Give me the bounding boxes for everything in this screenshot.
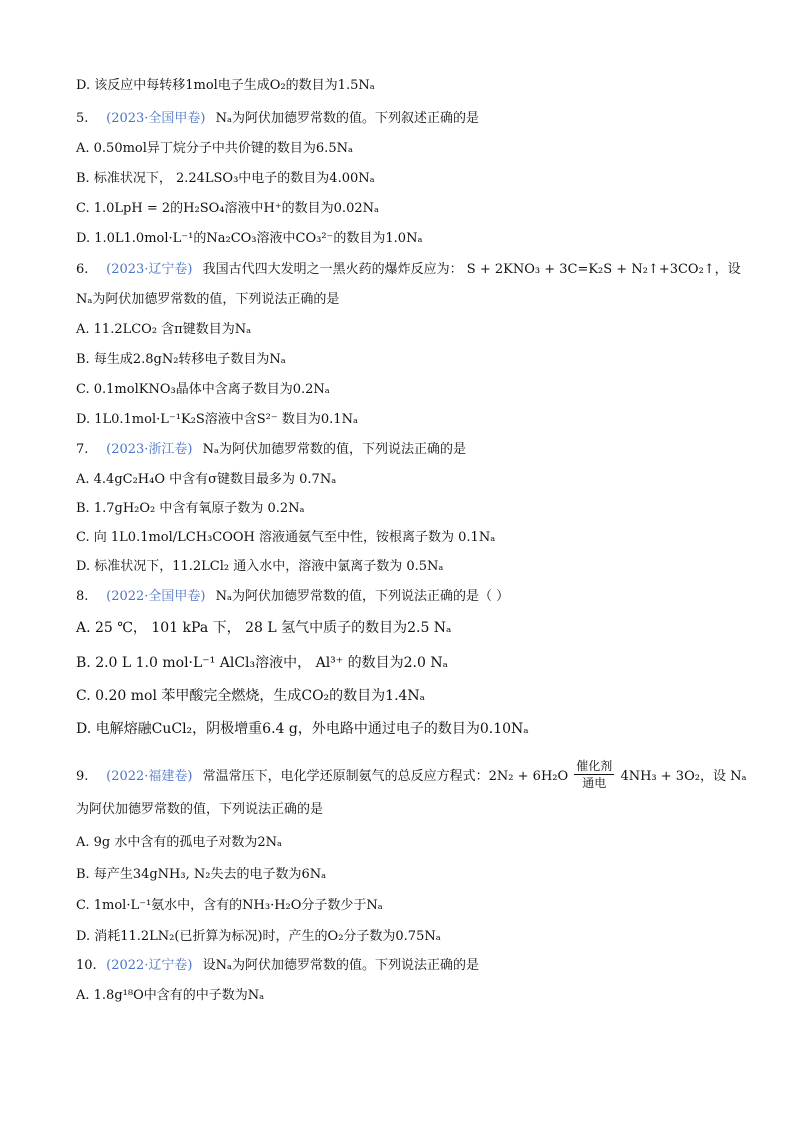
q10-option-a: A. 1.8g¹⁸O中含有的中子数为Nₐ bbox=[76, 988, 265, 1003]
q5-option-a: A. 0.50mol异丁烷分子中共价键的数目为6.5Nₐ bbox=[76, 141, 353, 156]
question-text: 我国古代四大发明之一黑火药的爆炸反应为： S + 2KNO₃ + 3C=K₂S + N₂↑+3CO₂↑，设 bbox=[202, 262, 741, 277]
q9-option-b: B. 每产生34gNH₃, N₂失去的电子数为6Nₐ bbox=[76, 867, 327, 882]
q7-option-d: D. 标准状况下，11.2LCl₂ 通入水中，溶液中氯离子数为 0.5Nₐ bbox=[76, 559, 444, 574]
question-5 bbox=[76, 110, 479, 128]
question-number: 8. bbox=[76, 589, 89, 604]
q9-option-c: C. 1mol·L⁻¹氨水中，含有的NH₃·H₂O分子数少于Nₐ bbox=[76, 898, 383, 913]
question-text: Nₐ为阿伏加德罗常数的值，下列说法正确的是 bbox=[202, 442, 467, 457]
question-6 bbox=[76, 261, 741, 279]
question-9 bbox=[76, 760, 746, 793]
question-source: (2022·辽宁卷) bbox=[106, 958, 193, 973]
question-text: Nₐ为阿伏加德罗常数的值，下列说法正确的是（ ） bbox=[215, 589, 510, 604]
question-7 bbox=[76, 441, 466, 459]
q4-option-d: D. 该反应中每转移1mol电子生成O₂的数目为1.5Nₐ bbox=[76, 78, 375, 93]
q6-option-b: B. 每生成2.8gN₂转移电子数目为Nₐ bbox=[76, 352, 286, 367]
q9-option-a: A. 9g 水中含有的孤电子对数为2Nₐ bbox=[76, 835, 283, 850]
q7-option-c: C. 向 1L0.1mol/LCH₃COOH 溶液通氨气至中性，铵根离子数为 0.1Nₐ bbox=[76, 530, 496, 545]
question-6-continued: Nₐ为阿伏加德罗常数的值，下列说法正确的是 bbox=[76, 292, 340, 307]
question-text: Nₐ为阿伏加德罗常数的值。下列叙述正确的是 bbox=[215, 111, 480, 126]
question-number: 6. bbox=[76, 262, 89, 277]
question-text-before: 常温常压下，电化学还原制氨气的总反应方程式：2N₂ + 6H₂O bbox=[202, 769, 569, 784]
q8-option-b: B. 2.0 L 1.0 mol·L⁻¹ AlCl₃溶液中， Al³⁺ 的数目为2.0 Nₐ bbox=[76, 655, 448, 671]
question-number: 10. bbox=[76, 958, 97, 973]
q6-option-c: C. 0.1molKNO₃晶体中含离子数目为0.2Nₐ bbox=[76, 382, 330, 397]
question-source: (2023·全国甲卷) bbox=[106, 111, 206, 126]
reaction-condition bbox=[574, 758, 614, 791]
q6-option-d: D. 1L0.1mol·L⁻¹K₂S溶液中含S²⁻ 数目为0.1Nₐ bbox=[76, 412, 358, 427]
q7-option-b: B. 1.7gH₂O₂ 中含有氧原子数为 0.2Nₐ bbox=[76, 501, 305, 516]
question-text-after: 4NH₃ + 3O₂，设 Nₐ bbox=[620, 769, 747, 784]
q8-option-c: C. 0.20 mol 苯甲酸完全燃烧，生成CO₂的数目为1.4Nₐ bbox=[76, 688, 426, 704]
question-text: 设Nₐ为阿伏加德罗常数的值。下列说法正确的是 bbox=[202, 958, 480, 973]
question-source: (2022·福建卷) bbox=[106, 769, 193, 784]
q5-option-c: C. 1.0LpH = 2的H₂SO₄溶液中H⁺的数目为0.02Nₐ bbox=[76, 201, 379, 216]
question-source: (2022·全国甲卷) bbox=[106, 589, 206, 604]
question-number: 9. bbox=[76, 769, 89, 784]
q6-option-a: A. 11.2LCO₂ 含π键数目为Nₐ bbox=[76, 322, 252, 337]
q8-option-d: D. 电解熔融CuCl₂，阴极增重6.4 g，外电路中通过电子的数目为0.10Nₐ bbox=[76, 721, 529, 737]
question-number: 5. bbox=[76, 111, 89, 126]
question-9-continued: 为阿伏加德罗常数的值，下列说法正确的是 bbox=[76, 802, 324, 817]
q8-option-a: A. 25 ℃， 101 kPa 下， 28 L 氢气中质子的数目为2.5 Nₐ bbox=[76, 620, 452, 636]
question-10 bbox=[76, 957, 479, 975]
q9-option-d: D. 消耗11.2LN₂(已折算为标况)时，产生的O₂分子数为0.75Nₐ bbox=[76, 929, 441, 944]
question-number: 7. bbox=[76, 442, 89, 457]
q5-option-b: B. 标准状况下， 2.24LSO₃中电子的数目为4.00Nₐ bbox=[76, 171, 375, 186]
q5-option-d: D. 1.0L1.0mol·L⁻¹的Na₂CO₃溶液中CO₃²⁻的数目为1.0Nₐ bbox=[76, 231, 423, 246]
question-source: (2023·浙江卷) bbox=[106, 442, 193, 457]
q7-option-a: A. 4.4gC₂H₄O 中含有σ键数目最多为 0.7Nₐ bbox=[76, 472, 337, 487]
reaction-catalyst: 催化剂 bbox=[576, 759, 613, 773]
question-8 bbox=[76, 588, 509, 606]
question-source: (2023·辽宁卷) bbox=[106, 262, 193, 277]
reaction-electrolysis: 通电 bbox=[582, 776, 607, 790]
